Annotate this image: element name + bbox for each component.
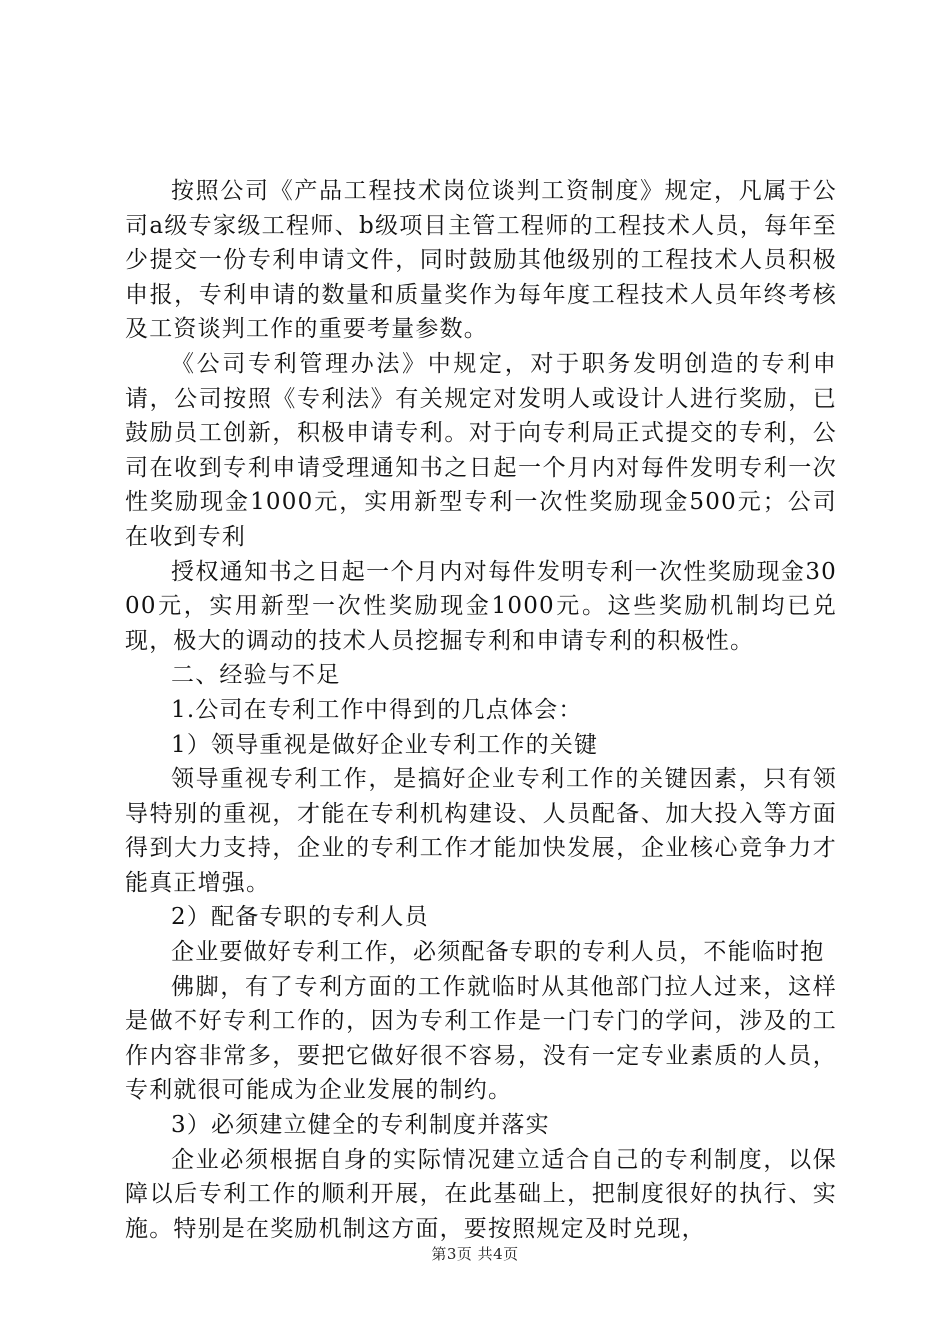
paragraph: 授权通知书之日起一个月内对每件发明专利一次性奖励现金3000元，实用新型一次性奖励现金1000元。这些奖励机制均已兑现，极大的调动的技术人员挖掘专利和申请专利的积极性。 [125,558,837,654]
page-footer: 第3页 共4页 [431,1245,519,1263]
section-heading: 二、经验与不足 [171,662,341,689]
point-heading: 2）配备专职的专利人员 [171,904,429,931]
subsection-heading: 1.公司在专利工作中得到的几点体会： [171,696,583,723]
paragraph: 按照公司《产品工程技术岗位谈判工资制度》规定，凡属于公司a级专家级工程师、b级项目主管工程师的工程技术人员，每年至少提交一份专利申请文件，同时鼓励其他级别的工程技术人员积极申报，专利申请的数量和质量奖作为每年度工程技术人员年终考核及工资谈判工作的重要考量参数。 [125,178,837,343]
paragraph: 企业要做好专利工作，必须配备专职的专利人员，不能临时抱 [171,939,825,966]
paragraph: 佛脚，有了专利方面的工作就临时从其他部门拉人过来，这样是做不好专利工作的，因为专利工作是一门专门的学问，涉及的工作内容非常多，要把它做好很不容易，没有一定专业素质的人员，专利就很可能成为企业发展的制约。 [125,973,837,1104]
paragraph: 领导重视专利工作，是搞好企业专利工作的关键因素，只有领导特别的重视，才能在专利机构建设、人员配备、加大投入等方面得到大力支持，企业的专利工作才能加快发展，企业核心竞争力才能真正增强。 [125,766,837,896]
point-heading: 1）领导重视是做好企业专利工作的关键 [171,731,599,758]
paragraph: 企业必须根据自身的实际情况建立适合自己的专利制度，以保障以后专利工作的顺利开展，在此基础上，把制度很好的执行、实施。特别是在奖励机制这方面，要按照规定及时兑现， [125,1146,837,1242]
point-heading: 3）必须建立健全的专利制度并落实 [171,1112,550,1139]
paragraph: 《公司专利管理办法》中规定，对于职务发明创造的专利申请，公司按照《专利法》有关规定对发明人或设计人进行奖励，已鼓励员工创新，积极申请专利。对于向专利局正式提交的专利，公司在收到专利申请受理通知书之日起一个月内对每件发明专利一次性奖励现金1000元，实用新型专利一次性奖励现金500元；公司在收到专利 [125,350,837,550]
document-body [125,174,837,1246]
